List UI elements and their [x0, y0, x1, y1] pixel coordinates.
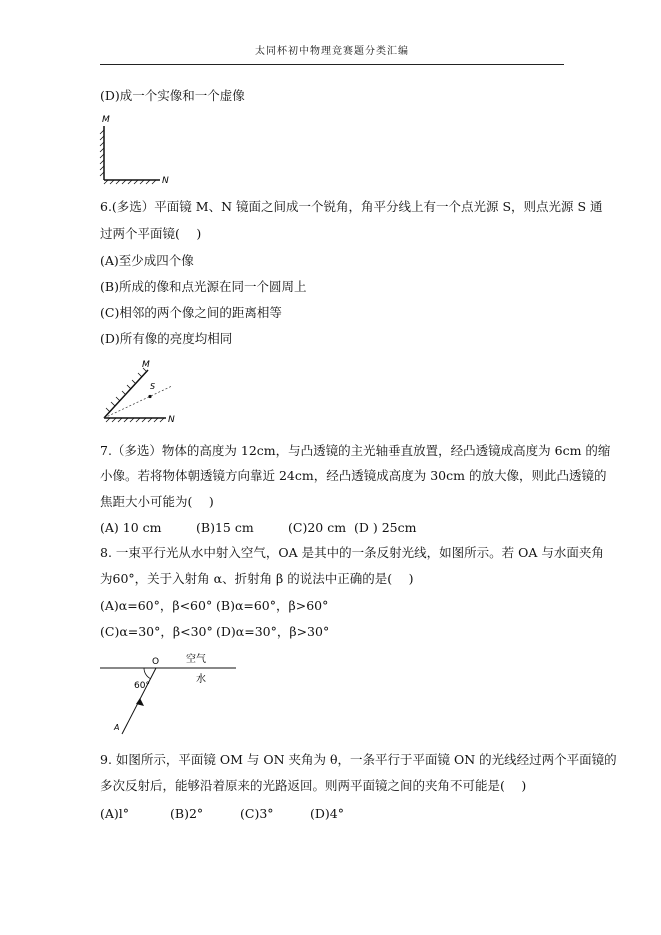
q8-option-d: (D)α=30°，β>30° [216, 624, 330, 639]
q6-label-s: S [150, 382, 156, 391]
q6-option-b: (B)所成的像和点光源在同一个圆周上 [100, 279, 307, 294]
q8-stem-line2: 为60°，关于入射角 α、折射角 β 的说法中正确的是( ) [100, 571, 414, 586]
q9-option-d: (D)4° [310, 806, 344, 821]
q7-options [100, 520, 416, 536]
q5-mirror-figure [98, 112, 168, 184]
q8-label-angle: 60° [134, 681, 150, 691]
q7-option-c: (C)20 cm [288, 520, 347, 535]
q6-stem-line1: 6.(多选）平面镜 M、N 镜面之间成一个锐角，角平分线上有一个点光源 S，则点光源 S 通 [100, 199, 603, 214]
q8-option-a: (A)α=60°，β<60° [100, 598, 213, 613]
q6-label-n: N [168, 415, 175, 425]
q7-option-b: (B)15 cm [196, 520, 254, 535]
q7-option-a: (A) 10 cm [100, 520, 162, 535]
q8-refraction-figure [100, 650, 240, 740]
q7-option-d: (D ) 25cm [354, 520, 417, 535]
q8-stem-line1: 8. 一束平行光从水中射入空气，OA 是其中的一条反射光线，如图所示。若 OA 与水面夹角 [100, 545, 604, 560]
q6-option-d: (D)所有像的亮度均相同 [100, 331, 233, 346]
q6-option-a: (A)至少成四个像 [100, 253, 194, 268]
q9-option-a: (A)l° [100, 806, 130, 821]
q9-option-c: (C)3° [240, 806, 274, 821]
q5-option-d: (D)成一个实像和一个虚像 [100, 88, 245, 103]
q9-options [100, 806, 344, 822]
q5-label-m: M [102, 115, 110, 125]
q8-label-a: A [114, 723, 120, 732]
q8-options-row1 [100, 598, 328, 614]
q8-label-o: O [152, 657, 160, 667]
q7-stem-line3: 焦距大小可能为( ) [100, 494, 214, 509]
q9-stem-line2: 多次反射后，能够沿着原来的光路返回。则两平面镜之间的夹角不可能是( ) [100, 778, 527, 793]
q8-options-row2 [100, 624, 329, 640]
q7-stem-line1: 7.（多选）物体的高度为 12cm，与凸透镜的主光轴垂直放置，经凸透镜成高度为 6cm 的缩 [100, 443, 611, 458]
q7-stem-line2: 小像。若将物体朝透镜方向靠近 24cm，经凸透镜成高度为 30cm 的放大像，则此凸透镜的 [100, 468, 607, 483]
q6-option-c: (C)相邻的两个像之间的距离相等 [100, 305, 282, 320]
q6-mirror-figure [100, 358, 180, 424]
q6-label-m: M [142, 360, 150, 370]
q8-label-water: 水 [196, 674, 206, 685]
q9-option-b: (B)2° [170, 806, 204, 821]
page-header: 太同杯初中物理竞赛题分类汇编 [100, 40, 564, 65]
q8-option-b: (B)α=60°，β>60° [216, 598, 329, 613]
q8-option-c: (C)α=30°，β<30° [100, 624, 213, 639]
q9-stem-line1: 9. 如图所示，平面镜 OM 与 ON 夹角为 θ，一条平行于平面镜 ON 的光线经过两个平面镜的 [100, 752, 617, 767]
q5-label-n: N [162, 176, 169, 186]
q6-stem-line2: 过两个平面镜( ) [100, 226, 202, 241]
q8-label-air: 空气 [186, 654, 206, 665]
